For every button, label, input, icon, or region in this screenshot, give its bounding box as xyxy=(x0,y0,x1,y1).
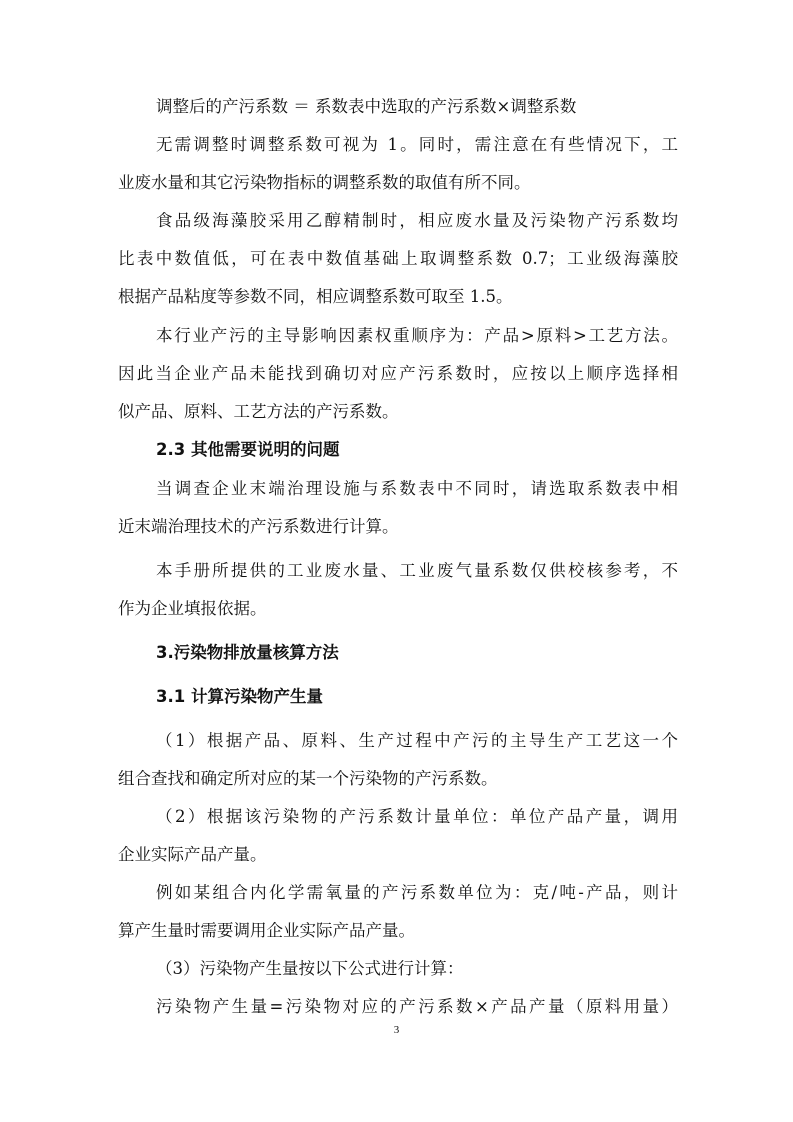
paragraph-line: 比表中数值低，可在表中数值基础上取调整系数 0.7；工业级海藻胶 xyxy=(118,249,678,268)
page-number: 3 xyxy=(393,1024,400,1036)
paragraph-line: （1）根据产品、原料、生产过程中产污的主导生产工艺这一个 xyxy=(156,731,678,750)
paragraph-line: 污染物产生量=污染物对应的产污系数×产品产量（原料用量） xyxy=(156,997,678,1016)
paragraph-line: 食品级海藻胶采用乙醇精制时，相应废水量及污染物产污系数均 xyxy=(156,211,678,230)
paragraph-line: （2）根据该污染物的产污系数计量单位：单位产品产量，调用 xyxy=(156,807,678,826)
paragraph-line: 因此当企业产品未能找到确切对应产污系数时，应按以上顺序选择相 xyxy=(118,364,678,383)
paragraph-line: 企业实际产品产量。 xyxy=(118,845,267,864)
paragraph-line: 作为企业填报依据。 xyxy=(118,599,267,618)
section-heading: 3.1 计算污染物产生量 xyxy=(156,687,323,706)
paragraph-line: 无需调整时调整系数可视为 1。同时，需注意在有些情况下，工 xyxy=(156,135,678,154)
paragraph-line: 似产品、原料、工艺方法的产污系数。 xyxy=(118,402,399,421)
paragraph-line: 组合查找和确定所对应的某一个污染物的产污系数。 xyxy=(118,769,498,788)
paragraph-line: 算产生量时需要调用企业实际产品产量。 xyxy=(118,921,415,940)
paragraph-line: 根据产品粘度等参数不同，相应调整系数可取至 1.5。 xyxy=(118,287,513,306)
paragraph-line: 本行业产污的主导影响因素权重顺序为：产品>原料>工艺方法。 xyxy=(156,326,678,345)
paragraph-line: 本手册所提供的工业废水量、工业废气量系数仅供校核参考，不 xyxy=(156,561,678,580)
section-heading: 3.污染物排放量核算方法 xyxy=(156,643,339,662)
paragraph-line: 业废水量和其它污染物指标的调整系数的取值有所不同。 xyxy=(118,173,531,192)
paragraph-line: 例如某组合内化学需氧量的产污系数单位为：克/吨-产品，则计 xyxy=(156,883,678,902)
paragraph-line: 当调查企业末端治理设施与系数表中不同时，请选取系数表中相 xyxy=(156,479,678,498)
section-heading: 2.3 其他需要说明的问题 xyxy=(156,440,340,459)
paragraph-line: （3）污染物产生量按以下公式进行计算： xyxy=(156,959,464,978)
paragraph-line: 调整后的产污系数 ＝ 系数表中选取的产污系数×调整系数 xyxy=(156,97,577,116)
paragraph-line: 近末端治理技术的产污系数进行计算。 xyxy=(118,517,399,536)
